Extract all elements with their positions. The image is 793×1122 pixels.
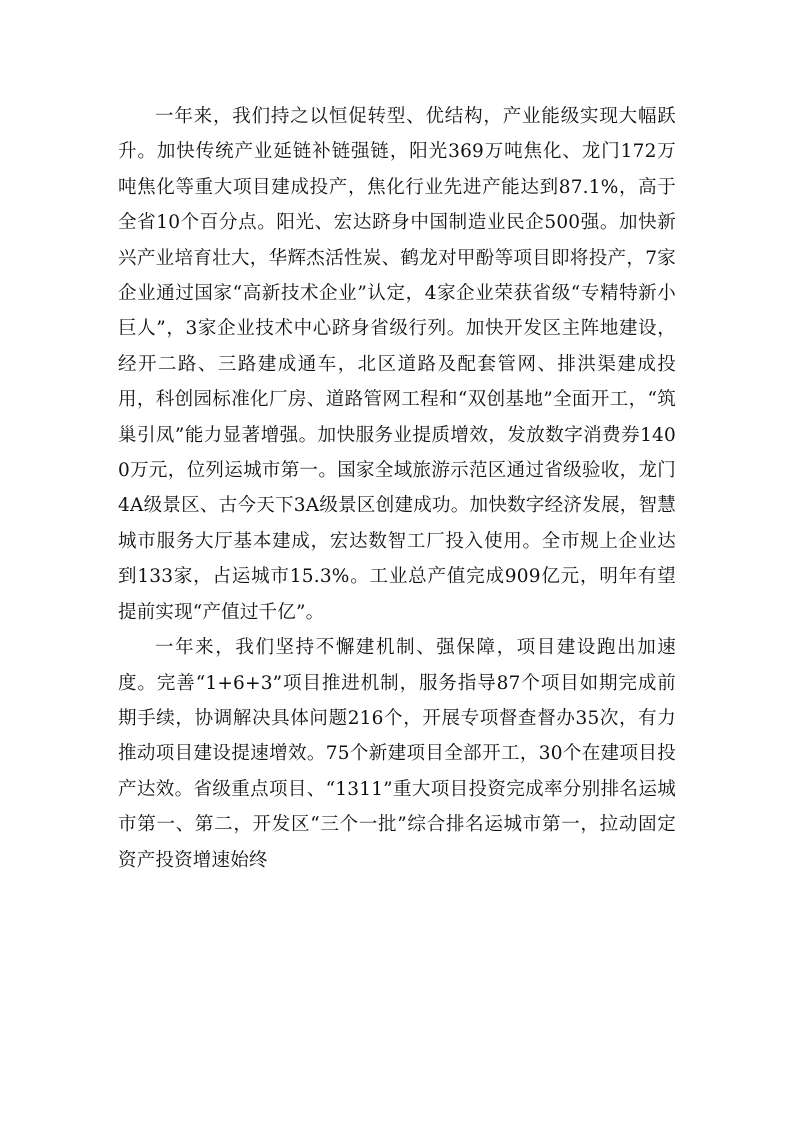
paragraph-industry-upgrade: 一年来，我们持之以恒促转型、优结构，产业能级实现大幅跃升。加快传统产业延链补链强链，阳光369万吨焦化、龙门172万吨焦化等重大项目建成投产，焦化行业先进产能达到87.1%，高于全省10个百分点。阳光、宏达跻身中国制造业民企500强。加快新兴产业培育壮大，华辉杰活性炭、鹤龙对甲酚等项目即将投产，7家企业通过国家“高新技术企业”认定，4家企业荣获省级“专精特新小巨人”，3家企业技术中心跻身省级行列。加快开发区主阵地建设，经开二路、三路建成通车，北区道路及配套管网、排洪渠建成投用，科创园标准化厂房、道路管网工程和“双创基地”全面开工，“筑巢引凤”能力显著增强。加快服务业提质增效，发放数字消费券1400万元，位列运城市第一。国家全域旅游示范区通过省级验收，龙门4A级景区、古今天下3A级景区创建成功。加快数字经济发展，智慧城市服务大厅基本建成，宏达数智工厂投入使用。全市规上企业达到133家，占运城市15.3%。工业总产值完成909亿元，明年有望提前实现“产值过千亿”。 xyxy=(118,106,676,623)
body-text xyxy=(118,99,676,878)
paragraph-project-construction: 一年来，我们坚持不懈建机制、强保障，项目建设跑出加速度。完善“1+6+3”项目推进机制，服务指导87个项目如期完成前期手续，协调解决具体问题216个，开展专项督查督办35次，有力推动项目建设提速增效。75个新建项目全部开工，30个在建项目投产达效。省级重点项目、“1311”重大项目投资完成率分别排名运城市第一、第二，开发区“三个一批”综合排名运城市第一，拉动固定资产投资增速始终 xyxy=(118,637,676,871)
